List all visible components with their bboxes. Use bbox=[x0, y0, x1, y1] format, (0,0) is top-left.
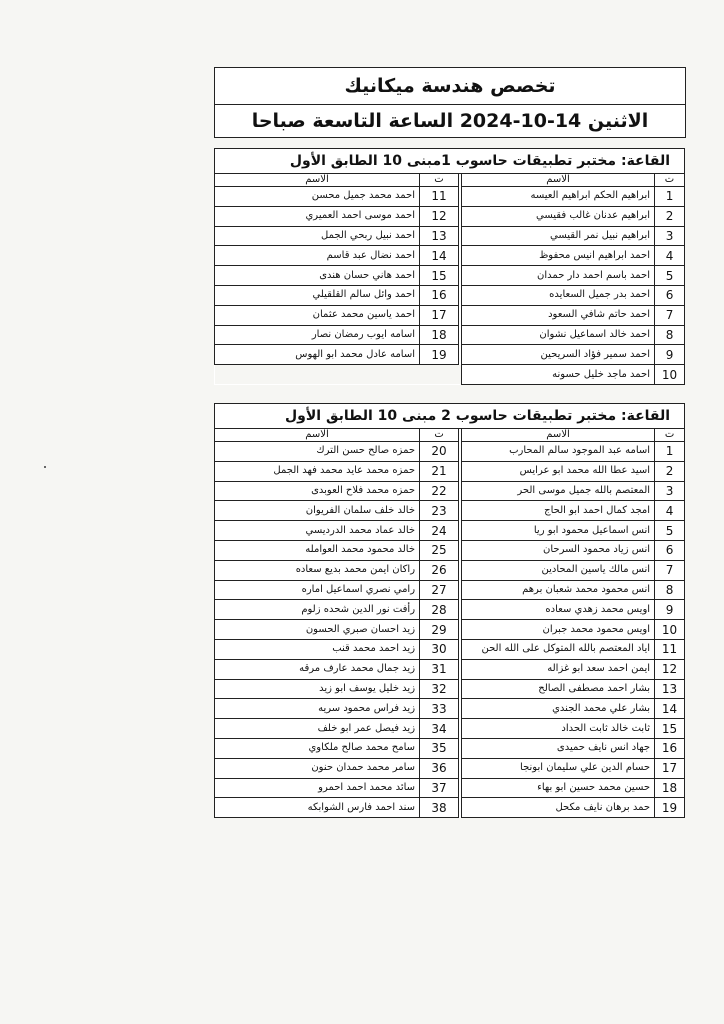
specialization-title: تخصص هندسة ميكانيك bbox=[215, 68, 685, 105]
student-name: راكان ايمن محمد بديع سعاده bbox=[215, 560, 420, 580]
row-number: 12 bbox=[420, 206, 459, 226]
student-name: حمزه محمد عايد محمد فهد الجمل bbox=[215, 461, 420, 481]
column-header-number: ت bbox=[655, 174, 685, 187]
row-number: 3 bbox=[655, 481, 685, 501]
table-row bbox=[215, 442, 685, 462]
row-number: 8 bbox=[655, 325, 685, 345]
row-number: 5 bbox=[655, 266, 685, 286]
hall-1-table bbox=[214, 148, 685, 385]
table-row bbox=[215, 798, 685, 818]
row-number: 27 bbox=[420, 580, 459, 600]
student-name: احمد ابراهيم انيس محفوظ bbox=[462, 246, 655, 266]
row-number: 31 bbox=[420, 659, 459, 679]
student-name: امجد كمال احمد ابو الحاج bbox=[462, 501, 655, 521]
row-number: 18 bbox=[420, 325, 459, 345]
student-name: احمد حاتم شافي السعود bbox=[462, 305, 655, 325]
row-number: 11 bbox=[420, 187, 459, 207]
exam-datetime: الاثنين 14-10-2024 الساعة التاسعة صباحا bbox=[251, 110, 649, 132]
student-name: رأفت نور الدين شحده زلوم bbox=[215, 600, 420, 620]
student-name: رامي نصري اسماعيل اماره bbox=[215, 580, 420, 600]
column-header-number: ت bbox=[420, 174, 459, 187]
student-name: اسامه عادل محمد ابو الهوس bbox=[215, 345, 420, 365]
row-number: 30 bbox=[420, 639, 459, 659]
student-name: زيد احمد محمد قنب bbox=[215, 639, 420, 659]
table-row bbox=[215, 719, 685, 739]
student-name: خالد خلف سلمان الفريوان bbox=[215, 501, 420, 521]
student-name: خالد محمود محمد العوامله bbox=[215, 540, 420, 560]
row-number: 33 bbox=[420, 699, 459, 719]
table-row bbox=[215, 521, 685, 541]
column-header-name: الاسم bbox=[215, 429, 420, 442]
student-name: احمد نبيل ربحي الجمل bbox=[215, 226, 420, 246]
table-row bbox=[215, 699, 685, 719]
row-number: 37 bbox=[420, 778, 459, 798]
row-number: 15 bbox=[420, 266, 459, 286]
row-number: 13 bbox=[420, 226, 459, 246]
student-name: حمزه صالح حسن الترك bbox=[215, 442, 420, 462]
scan-dot bbox=[44, 466, 46, 468]
table-row bbox=[215, 580, 685, 600]
table-row bbox=[215, 206, 685, 226]
table-row bbox=[215, 266, 685, 286]
row-number: 32 bbox=[420, 679, 459, 699]
row-number bbox=[420, 365, 459, 385]
student-name: اسامه عبد الموجود سالم المحارب bbox=[462, 442, 655, 462]
row-number: 10 bbox=[655, 620, 685, 640]
student-name: زيد فيصل عمر ابو خلف bbox=[215, 719, 420, 739]
table-row bbox=[215, 305, 685, 325]
column-header-number: ت bbox=[420, 429, 459, 442]
student-name: بشار احمد مصطفى الصالح bbox=[462, 679, 655, 699]
row-number: 7 bbox=[655, 560, 685, 580]
table-row bbox=[215, 365, 685, 385]
hall-1-rows bbox=[215, 187, 685, 385]
row-number: 13 bbox=[655, 679, 685, 699]
table-row bbox=[215, 659, 685, 679]
student-name: احمد خالد اسماعيل نشوان bbox=[462, 325, 655, 345]
table-row bbox=[215, 679, 685, 699]
table-row bbox=[215, 758, 685, 778]
student-name: زيد احسان صبري الحسون bbox=[215, 620, 420, 640]
row-number: 4 bbox=[655, 501, 685, 521]
table-row bbox=[215, 501, 685, 521]
student-name: احمد وائل سالم القلقيلي bbox=[215, 285, 420, 305]
table-row bbox=[215, 325, 685, 345]
hall-2-table bbox=[214, 403, 685, 818]
student-name: احمد محمد جميل محسن bbox=[215, 187, 420, 207]
student-name: زيد خليل يوسف ابو زيد bbox=[215, 679, 420, 699]
row-number: 3 bbox=[655, 226, 685, 246]
row-number: 25 bbox=[420, 540, 459, 560]
row-number: 4 bbox=[655, 246, 685, 266]
table-row bbox=[215, 246, 685, 266]
hall-2-title: القاعة: مختبر تطبيقات حاسوب 2 مبنى 10 الطابق الأول bbox=[215, 404, 685, 429]
row-number: 23 bbox=[420, 501, 459, 521]
student-name: حسام الدين علي سليمان ابونجا bbox=[462, 758, 655, 778]
student-name: احمد نضال عبد قاسم bbox=[215, 246, 420, 266]
student-name: حمد برهان نايف مكحل bbox=[462, 798, 655, 818]
row-number: 38 bbox=[420, 798, 459, 818]
student-name: احمد بدر جميل السعايده bbox=[462, 285, 655, 305]
row-number: 29 bbox=[420, 620, 459, 640]
row-number: 17 bbox=[420, 305, 459, 325]
row-number: 16 bbox=[655, 738, 685, 758]
student-name: اويس محمود محمد جبران bbox=[462, 620, 655, 640]
table-row bbox=[215, 778, 685, 798]
row-number: 9 bbox=[655, 600, 685, 620]
table-row bbox=[215, 345, 685, 365]
table-row bbox=[215, 540, 685, 560]
table-row bbox=[215, 600, 685, 620]
column-header-name: الاسم bbox=[462, 429, 655, 442]
column-header-name: الاسم bbox=[215, 174, 420, 187]
row-number: 36 bbox=[420, 758, 459, 778]
row-number: 26 bbox=[420, 560, 459, 580]
student-name: احمد باسم احمد دار حمدان bbox=[462, 266, 655, 286]
row-number: 20 bbox=[420, 442, 459, 462]
row-number: 8 bbox=[655, 580, 685, 600]
row-number: 17 bbox=[655, 758, 685, 778]
student-name: انس محمود محمد شعبان برهم bbox=[462, 580, 655, 600]
row-number: 19 bbox=[655, 798, 685, 818]
student-name: زيد فراس محمود سريه bbox=[215, 699, 420, 719]
row-number: 21 bbox=[420, 461, 459, 481]
row-number: 15 bbox=[655, 719, 685, 739]
student-name: احمد ياسين محمد عثمان bbox=[215, 305, 420, 325]
table-row bbox=[215, 738, 685, 758]
student-name: سائد محمد احمد احمرو bbox=[215, 778, 420, 798]
student-name: ابراهيم عدنان غالب فقيسي bbox=[462, 206, 655, 226]
student-name: حمزه محمد فلاح العوبدى bbox=[215, 481, 420, 501]
hall-1-title: القاعة: مختبر تطبيقات حاسوب 1مبنى 10 الطابق الأول bbox=[215, 149, 685, 174]
student-name: ثابت خالد ثابت الحداد bbox=[462, 719, 655, 739]
table-row bbox=[215, 560, 685, 580]
student-name: اسامه ايوب رمضان نصار bbox=[215, 325, 420, 345]
row-number: 18 bbox=[655, 778, 685, 798]
document-header bbox=[214, 67, 686, 138]
student-name: بشار علي محمد الجندي bbox=[462, 699, 655, 719]
table-row bbox=[215, 461, 685, 481]
row-number: 2 bbox=[655, 206, 685, 226]
student-name: انس اسماعيل محمود ابو ريا bbox=[462, 521, 655, 541]
table-row bbox=[215, 481, 685, 501]
row-number: 10 bbox=[655, 365, 685, 385]
student-name: خالد عماد محمد الدرديسي bbox=[215, 521, 420, 541]
hall-2-rows bbox=[215, 442, 685, 818]
row-number: 24 bbox=[420, 521, 459, 541]
student-name: ايمن احمد سعد ابو غزاله bbox=[462, 659, 655, 679]
student-name: حسين محمد حسين ابو بهاء bbox=[462, 778, 655, 798]
student-name: انس زياد محمود السرحان bbox=[462, 540, 655, 560]
row-number: 6 bbox=[655, 540, 685, 560]
row-number: 28 bbox=[420, 600, 459, 620]
student-name: سامر محمد حمدان حنون bbox=[215, 758, 420, 778]
row-number: 1 bbox=[655, 187, 685, 207]
table-row bbox=[215, 620, 685, 640]
table-row bbox=[215, 226, 685, 246]
row-number: 11 bbox=[655, 639, 685, 659]
row-number: 9 bbox=[655, 345, 685, 365]
row-number: 5 bbox=[655, 521, 685, 541]
column-header-number: ت bbox=[655, 429, 685, 442]
column-header-name: الاسم bbox=[462, 174, 655, 187]
student-name: اويس محمد زهدي سعاده bbox=[462, 600, 655, 620]
student-name: ابراهيم الحكم ابراهيم العيسه bbox=[462, 187, 655, 207]
student-name: انس مالك ياسين المحادين bbox=[462, 560, 655, 580]
row-number: 22 bbox=[420, 481, 459, 501]
row-number: 2 bbox=[655, 461, 685, 481]
row-number: 19 bbox=[420, 345, 459, 365]
student-name: سامح محمد صالح ملكاوي bbox=[215, 738, 420, 758]
student-name: احمد هاني حسان هندى bbox=[215, 266, 420, 286]
table-row bbox=[215, 187, 685, 207]
student-name bbox=[215, 365, 420, 385]
student-name: احمد ماجد خليل حسونه bbox=[462, 365, 655, 385]
student-name: احمد موسى احمد العميري bbox=[215, 206, 420, 226]
row-number: 7 bbox=[655, 305, 685, 325]
row-number: 14 bbox=[420, 246, 459, 266]
student-name: المعتصم بالله جميل موسى الحر bbox=[462, 481, 655, 501]
row-number: 16 bbox=[420, 285, 459, 305]
row-number: 34 bbox=[420, 719, 459, 739]
row-number: 14 bbox=[655, 699, 685, 719]
student-name: اسيد عطا الله محمد ابو عرايس bbox=[462, 461, 655, 481]
row-number: 1 bbox=[655, 442, 685, 462]
row-number: 35 bbox=[420, 738, 459, 758]
student-name: سند احمد فارس الشوابكه bbox=[215, 798, 420, 818]
table-row bbox=[215, 285, 685, 305]
table-row bbox=[215, 639, 685, 659]
row-number: 12 bbox=[655, 659, 685, 679]
student-name: ابراهيم نبيل نمر القيسي bbox=[462, 226, 655, 246]
student-name: زيد جمال محمد عارف مرقه bbox=[215, 659, 420, 679]
student-name: احمد سمير فؤاد السريحين bbox=[462, 345, 655, 365]
student-name: اياد المعتصم بالله المتوكل على الله الحن bbox=[462, 639, 655, 659]
row-number: 6 bbox=[655, 285, 685, 305]
student-name: جهاد انس نايف حميدى bbox=[462, 738, 655, 758]
